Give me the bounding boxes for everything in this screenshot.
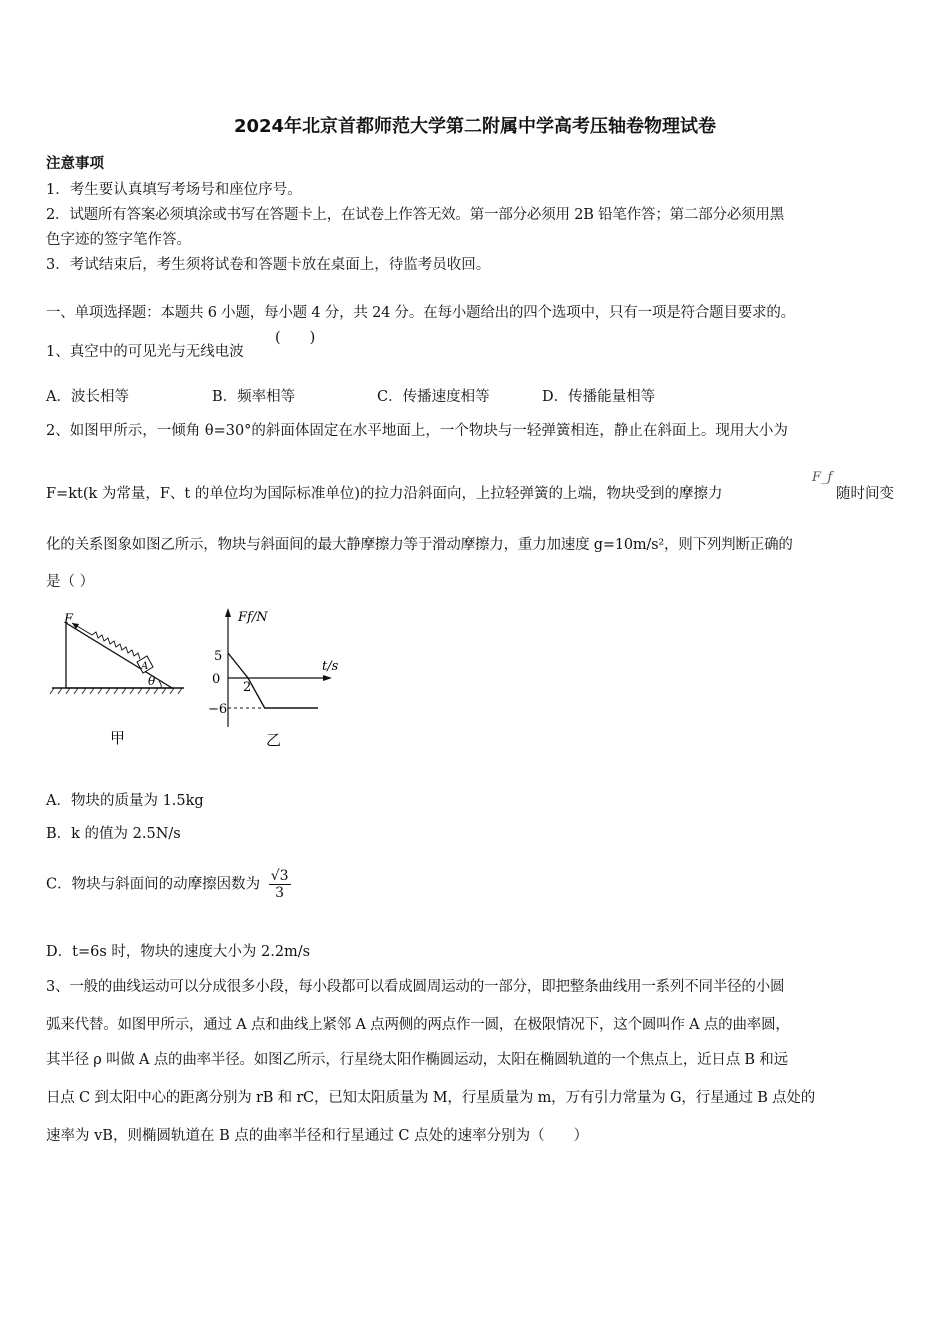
q3-line-3: 其半径 ρ 叫做 A 点的曲率半径。如图乙所示，行星绕太阳作椭圆运动，太阳在椭圆轨道的一个焦点上，近日点 B 和远: [46, 1052, 788, 1068]
q1-option-a: A．波长相等: [46, 389, 129, 405]
notice-item-1: 1．考生要认真填写考场号和座位序号。: [46, 182, 302, 198]
q1-blank: ( ): [275, 330, 316, 346]
caption-yi: 乙: [266, 731, 282, 749]
q2-option-d: D．t=6s 时，物块的速度大小为 2.2m/s: [46, 944, 311, 960]
notice-item-2-cont: 色字迹的签字笔作答。: [46, 232, 191, 248]
q3-line-5: 速率为 vB，则椭圆轨道在 B 点的曲率半径和行星通过 C 点处的速率分别为（ ）: [46, 1128, 589, 1144]
section-heading: 一、单项选择题：本题共 6 小题，每小题 4 分，共 24 分。在每小题给出的四个选项中，只有一项是符合题目要求的。: [46, 305, 795, 321]
block-label: A: [141, 661, 149, 672]
x-axis-arrow-icon: [323, 675, 332, 681]
caption-jia: 甲: [110, 729, 126, 747]
y-axis-label: Ff/N: [238, 610, 268, 625]
figure-yi-chart: [200, 605, 360, 750]
q3-line-4: 日点 C 到太阳中心的距离分别为 rB 和 rC，已知太阳质量为 M，行星质量为 m，万有引力常量为 G，行星通过 B 点处的: [46, 1090, 816, 1106]
q2-line-2a: F=kt(k 为常量，F、t 的单位均为国际标准单位)的拉力沿斜面向，上拉轻弹簧的上端，物块受到的摩擦力: [46, 486, 723, 502]
fraction-denominator: 3: [275, 885, 285, 901]
q2-line-3: 化的关系图象如图乙所示，物块与斜面间的最大静摩擦力等于滑动摩擦力，重力加速度 g=10m/s²，则下列判断正确的: [46, 537, 793, 553]
q2-option-c: [46, 868, 291, 901]
tick-neg6: −6: [208, 702, 228, 717]
tick-0: 0: [212, 672, 221, 687]
exam-title: 2024年北京首都师范大学第二附属中学高考压轴卷物理试卷: [233, 116, 717, 137]
q2-option-c-text: C．物块与斜面间的动摩擦因数为: [46, 876, 261, 893]
q1-stem: 1、真空中的可见光与无线电波: [46, 344, 244, 360]
x-axis-label: t/s: [322, 659, 339, 674]
q3-line-2: 弧来代替。如图甲所示，通过 A 点和曲线上紧邻 A 点两侧的两点作一圆，在极限情况下，这个圆叫作 A 点的曲率圆，: [46, 1017, 790, 1033]
q1-option-d: D．传播能量相等: [542, 389, 656, 405]
q3-line-1: 3、一般的曲线运动可以分成很多小段，每小段都可以看成圆周运动的一部分，即把整条曲线用一系列不同半径的小圆: [46, 979, 785, 995]
spring-icon: [92, 632, 140, 659]
sqrt3-over-3-fraction: [269, 868, 291, 901]
q1-option-c: C．传播速度相等: [377, 389, 490, 405]
q2-option-a: A．物块的质量为 1.5kg: [46, 793, 204, 809]
fraction-numerator: √3: [270, 868, 289, 884]
figure-jia: [44, 605, 194, 750]
notice-item-2: 2．试题所有答案必须填涂或书写在答题卡上，在试卷上作答无效。第一部分必须用 2B 铅笔作答；第二部分必须用黑: [46, 207, 785, 223]
q2-line-4: 是（ ）: [46, 574, 95, 590]
force-label: F: [64, 612, 74, 627]
friction-series-line: [228, 653, 288, 708]
q2-friction-symbol: F_f: [812, 470, 833, 485]
q2-line-1: 2、如图甲所示，一倾角 θ=30°的斜面体固定在水平地面上，一个物块与一轻弹簧相连，静止在斜面上。现用大小为: [46, 423, 788, 439]
q2-option-b: B．k 的值为 2.5N/s: [46, 826, 181, 842]
q1-option-b: B．频率相等: [212, 389, 296, 405]
angle-label: θ: [148, 674, 156, 688]
tick-5: 5: [214, 649, 223, 664]
y-axis-arrow-icon: [225, 608, 231, 617]
q2-line-2b: 随时间变: [836, 486, 894, 502]
tick-2: 2: [243, 680, 252, 695]
notice-heading: 注意事项: [46, 155, 104, 172]
notice-item-3: 3．考试结束后，考生须将试卷和答题卡放在桌面上，待监考员收回。: [46, 257, 491, 273]
